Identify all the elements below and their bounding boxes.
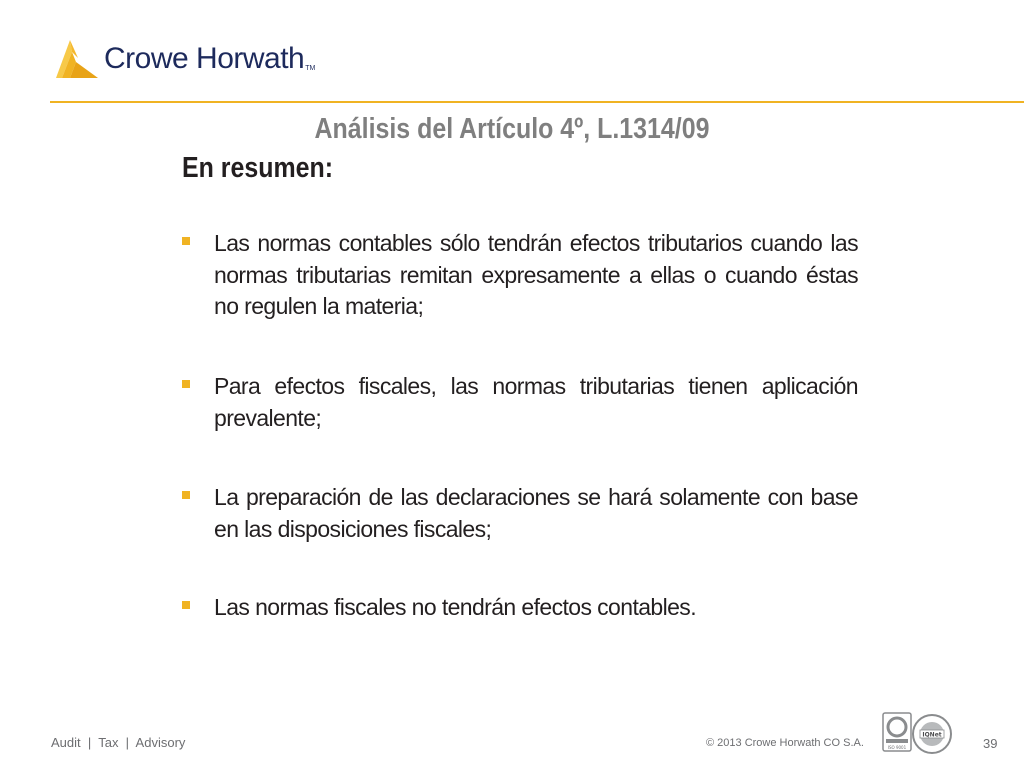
square-bullet-icon bbox=[182, 601, 190, 609]
bullet-item bbox=[182, 228, 858, 323]
bullet-text: Las normas contables sólo tendrán efectos tributarios cuando las normas tributarias remitan expresamente a ellas o cuando éstas no regulen la materia; bbox=[214, 230, 858, 319]
brand-name: Crowe Horwath bbox=[104, 42, 305, 75]
header-divider bbox=[50, 101, 1024, 103]
square-bullet-icon bbox=[182, 237, 190, 245]
square-bullet-icon bbox=[182, 491, 190, 499]
bullet-text: Las normas fiscales no tendrán efectos contables. bbox=[214, 594, 697, 620]
iqnet-certification-seal-icon bbox=[911, 713, 953, 755]
bullet-item bbox=[182, 592, 858, 624]
bullet-text: La preparación de las declaraciones se hará solamente con base en las disposiciones fiscales; bbox=[214, 484, 858, 542]
footer-services: Audit | Tax | Advisory bbox=[51, 735, 186, 750]
iso-label: ISO 9001 bbox=[887, 745, 907, 750]
crowe-horwath-logo bbox=[50, 30, 315, 82]
page-number: 39 bbox=[983, 736, 998, 751]
square-bullet-icon bbox=[182, 380, 190, 388]
bullet-item bbox=[182, 371, 858, 434]
footer-copyright: © 2013 Crowe Horwath CO S.A. bbox=[706, 737, 864, 749]
iqnet-label: IQNet bbox=[922, 731, 942, 739]
crowe-logo-mark-icon bbox=[50, 38, 100, 82]
bullet-item bbox=[182, 482, 858, 545]
slide-subtitle: En resumen: bbox=[182, 152, 334, 184]
brand-trademark: TM bbox=[305, 65, 316, 72]
iso-certification-seal-icon bbox=[882, 712, 912, 752]
bullet-text: Para efectos fiscales, las normas tributarias tienen aplicación prevalente; bbox=[214, 373, 858, 431]
slide-title: Análisis del Artículo 4º, L.1314/09 bbox=[314, 113, 710, 145]
